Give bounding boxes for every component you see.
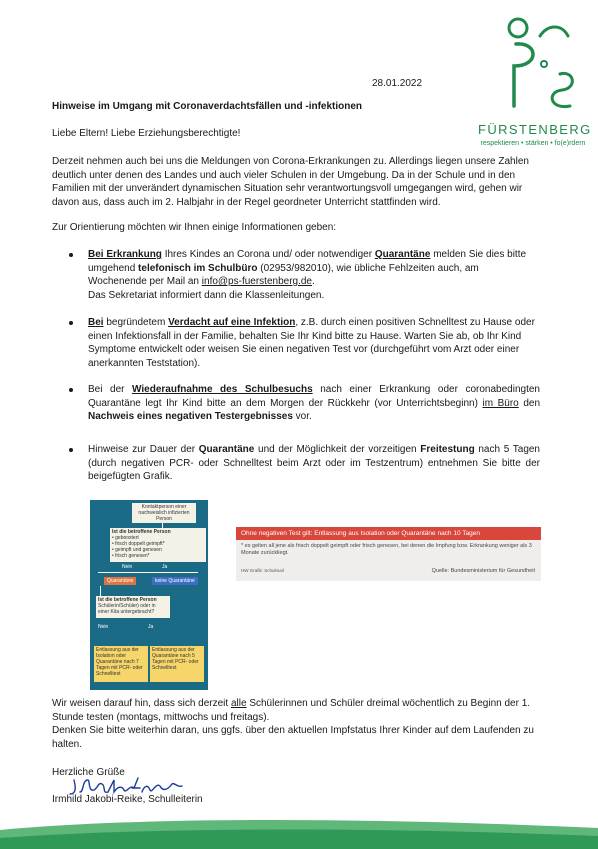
bullet-return-office: im Büro	[482, 397, 519, 409]
test-rule-box	[236, 527, 541, 581]
bullet-suspicion-text: begründetem	[103, 317, 169, 328]
flow-yes-label-2: Ja	[148, 624, 154, 630]
flow-question-2-title: Ist die betroffene Person	[98, 597, 157, 603]
bullet-illness-period: .	[312, 276, 315, 287]
bullet-return-text: Bei der	[88, 384, 133, 395]
bullet-return	[88, 383, 540, 424]
closing-greeting: Herzliche Grüße	[52, 767, 125, 778]
bullet-suspicion	[88, 316, 540, 370]
bullet-return-text-2: nach einer Erkrankung oder coronabedingten Quarantäne legt Ihr Kind bitte an dem Morgen der Rückkehr (vor Unterrichtsbeginn)	[88, 384, 540, 409]
school-tagline: respektieren • stärken • fo(e)rdern	[480, 140, 586, 147]
bullet-suspicion-text-2: , z.B. durch einen positiven Schnelltest zu Hause oder einen Infektionsfall in der Familie, behalten Sie Ihr Kind bitte zu Hause. Warten Sie ab, ob Ihr Kind Symptome entwickelt oder weisen Sie einen negativen Test vor (durchgeführt vom Arzt oder einer anerkannten Teststation).	[88, 317, 535, 369]
test-rule-headline: Ohne negativen Test gilt: Entlassung aus Isolation oder Quarantäne nach 10 Tagen	[236, 527, 541, 540]
intro-paragraph: Derzeit nehmen auch bei uns die Meldungen von Corona-Erkrankungen zu. Allerdings liegen unsere Zahlen deutlich unter denen des Landes und auch vieler Schulen in der Umgebung. Da in der Schule und in den Familien mit der unverändert dynamischen Situation sehr verantwortungsvoll umgegangen wird, gehen wir davon aus, dass auch im 2. Halbjahr in der Regel geordneter Unterricht stattfinden wird.	[52, 156, 529, 208]
bullet-suspicion-lead: Bei	[88, 317, 104, 328]
school-logo	[478, 14, 592, 154]
bullet-illness	[88, 248, 540, 302]
bullet-illness-quarantine: Quarantäne	[374, 249, 431, 260]
flow-yes-label-1: Ja	[162, 564, 168, 570]
flow-connector	[100, 586, 101, 596]
flow-result-7-days: Entlassung aus der Isolation oder Quarantäne nach 7 Tagen mit PCR- oder Schnelltest	[94, 646, 148, 682]
flow-contact-person: Kontaktperson einer nachweislich infizierten Person	[132, 503, 196, 523]
flow-connector	[98, 572, 198, 573]
bullet-illness-text: Ihres Kindes an Corona und/ oder notwendiger	[161, 249, 375, 260]
bullet-return-text-3: den	[518, 397, 541, 409]
flow-question-1-item: • geimpft und genesen	[112, 547, 162, 553]
bullet-quarantine-info	[88, 443, 540, 484]
quarantine-flowchart	[90, 500, 208, 690]
letter-salutation: Liebe Eltern! Liebe Erziehungsberechtigte!	[52, 128, 241, 139]
test-rule-credit: HW Grafik: Schulmail	[241, 568, 284, 573]
bullet-freetest-word: Freitestung	[420, 444, 475, 455]
bullet-illness-text-3: (02953/982010), wie übliche Fehlzeiten auch, am Wochenende per Mail an	[88, 262, 479, 287]
bullet-illness-secretariat: Das Sekretariat informiert dann die Klassenleitungen.	[88, 289, 325, 301]
flow-question-1-item: • frisch doppelt geimpft*	[112, 541, 165, 547]
letter-date: 28.01.2022	[372, 78, 423, 89]
bullet-quarantine-text-3: nach 5 Tagen (durch negativen PCR- oder Schnelltest beim Arzt oder im Testzentrum) entnehmen Sie bitte der beigefügten Grafik.	[88, 444, 540, 482]
flow-quarantine-tag: Quarantäne	[104, 577, 136, 585]
flow-question-1-item: • frisch genesen*	[112, 553, 150, 559]
bullet-quarantine-text: Hinweise zur Dauer der	[88, 444, 199, 455]
flow-result-5-days: Entlassung aus der Quarantäne nach 5 Tagen mit PCR- oder Schnelltest	[150, 646, 204, 682]
flow-question-2	[96, 596, 170, 618]
test-rule-source: Quelle: Bundesministerium für Gesundheit	[431, 568, 535, 574]
bullet-illness-phone: telefonisch im Schulbüro	[138, 262, 258, 274]
bullet-illness-lead: Bei Erkrankung	[88, 249, 162, 260]
orientation-paragraph: Zur Orientierung möchten wir Ihnen einige Informationen geben:	[52, 222, 337, 233]
testing-text-2: Schülerinnen und Schüler dreimal wöchentlich zu Beginn der 1. Stunde testen (montags, mittwochs und freitags).	[52, 698, 531, 723]
flow-question-1-title: Ist die betroffene Person	[112, 529, 171, 535]
school-logo-mark	[478, 14, 588, 122]
flow-question-2-text: Schülerin/Schüler) oder in einer Kita untergebracht?	[98, 603, 156, 615]
school-email-link[interactable]: info@ps-fuerstenberg.de	[201, 276, 312, 287]
signer-name: Irmhild Jakobi-Reike, Schulleiterin	[52, 794, 203, 805]
testing-paragraph	[52, 697, 552, 724]
flow-no-quarantine-tag: keine Quarantäne	[152, 577, 198, 585]
bullet-illness-text-2: melden Sie dies bitte umgehend	[88, 249, 527, 274]
bullet-quarantine-word: Quarantäne	[198, 444, 255, 455]
bullet-quarantine-text-2: und der Möglichkeit der vorzeitigen	[254, 444, 421, 455]
bullet-return-proof: Nachweis eines negativen Testergebnisses	[88, 411, 293, 422]
bullet-suspicion-highlight: Verdacht auf eine Infektion	[168, 317, 296, 328]
flow-no-label-1: Nein	[122, 564, 133, 570]
school-name: FÜRSTENBERG	[478, 122, 592, 137]
testing-text: Wir weisen darauf hin, dass sich derzeit	[52, 698, 231, 709]
letter-subject: Hinweise im Umgang mit Coronaverdachtsfällen und -infektionen	[52, 101, 363, 112]
bullet-return-text-4: vor.	[292, 411, 312, 422]
vaccination-paragraph: Denken Sie bitte weiterhin daran, uns ggfs. über den aktuellen Impfstatus Ihrer Kinder auf dem Laufenden zu halten.	[52, 725, 534, 750]
bullet-return-highlight: Wiederaufnahme des Schulbesuchs	[132, 384, 313, 395]
footer-wave-decoration	[0, 816, 598, 849]
test-rule-footnote: * es gelten all jene als frisch doppelt geimpft oder frisch genesen, bei denen die Impfung bzw. Erkrankung weniger als 3 Monate zurückliegt.	[241, 543, 532, 556]
flow-question-1-item: • geboostert	[112, 535, 139, 541]
testing-all: alle	[230, 698, 247, 709]
flow-no-label-2: Nein	[98, 624, 109, 630]
flow-question-1	[110, 528, 206, 562]
